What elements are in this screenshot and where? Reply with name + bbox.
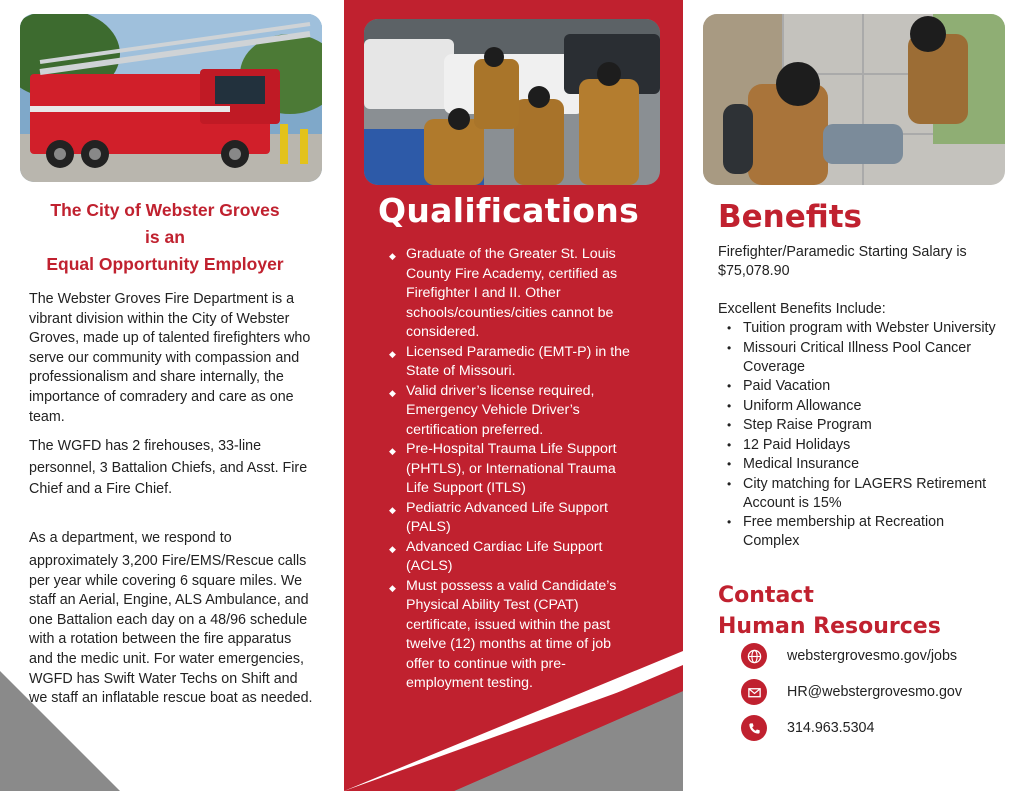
diamond-bullet-icon: ◆ bbox=[389, 387, 396, 398]
list-item: • Paid Vacation bbox=[727, 378, 831, 394]
starting-salary: Firefighter/Paramedic Starting Salary is $75,078.90 bbox=[718, 244, 967, 279]
list-item: • Tuition program with Webster University bbox=[727, 320, 996, 336]
diamond-bullet-icon: ◆ bbox=[389, 543, 396, 554]
list-item: ◆ Licensed Paramedic (EMT-P) in the State of Missouri. bbox=[389, 343, 630, 379]
phone-icon bbox=[741, 715, 767, 741]
contact-title-line-2: Human Resources bbox=[718, 614, 941, 639]
right-panel bbox=[683, 0, 1024, 791]
contact-website[interactable] bbox=[741, 643, 957, 669]
list-item: • Uniform Allowance bbox=[727, 397, 862, 414]
diamond-bullet-icon: ◆ bbox=[389, 582, 396, 593]
bullet-icon: • bbox=[727, 457, 732, 471]
qualifications-title: Qualifications bbox=[378, 191, 640, 230]
heading-line-1: The City of Webster Groves bbox=[50, 200, 280, 220]
bullet-icon: • bbox=[727, 398, 732, 413]
bullet-icon: • bbox=[727, 340, 732, 355]
operations-rest: approximately 3,200 Fire/EMS/Rescue calls per year while covering 6 square miles. We staff an Aerial, Engine, ALS Ambulance, and one Battalion each day on a 48/96 schedule with a rotation between the fire apparatus and the medic unit. For water emergencies, WGFD has Swift Water Techs on Shift and we staff an inflatable rescue boat as needed. bbox=[29, 553, 313, 707]
email-link[interactable]: HR@webstergrovesmo.gov bbox=[787, 684, 963, 700]
list-item: • 12 Paid Holidays bbox=[727, 436, 851, 453]
bullet-icon: • bbox=[727, 515, 732, 529]
diamond-bullet-icon: ◆ bbox=[389, 504, 396, 515]
heading-line-3: Equal Opportunity Employer bbox=[46, 254, 284, 274]
globe-icon bbox=[741, 643, 767, 669]
benefits-list bbox=[723, 319, 1003, 552]
bullet-icon: • bbox=[727, 379, 732, 393]
firefighter-training-photo bbox=[703, 14, 1005, 185]
list-item: • Missouri Critical Illness Pool Cancer Coverage bbox=[727, 339, 972, 375]
list-item: ◆ Valid driver’s license required, Emergency Vehicle Driver’s certification preferred. bbox=[389, 382, 595, 438]
gray-wedge-decoration bbox=[0, 651, 344, 791]
equal-opportunity-heading bbox=[20, 197, 310, 278]
middle-panel bbox=[344, 0, 683, 791]
contact-title-line-1: Contact bbox=[718, 583, 814, 608]
contact-phone[interactable] bbox=[741, 715, 874, 741]
list-item: ◆ Must possess a valid Candidate’s Physical Ability Test (CPAT) certificate, issued within the past twelve (12) months at time of job offer to continue with pre-employment testing. bbox=[389, 577, 617, 691]
department-intro-paragraph: The Webster Groves Fire Department is a vibrant division within the City of Webster Groves, made up of talented firefighters who serve our community with compassion and professionalism and share internally, the importance of comradery and care as one team. bbox=[29, 291, 311, 425]
contact-email[interactable] bbox=[741, 679, 962, 705]
list-item: ◆ Graduate of the Greater St. Louis County Fire Academy, certified as Firefighter I and II. Other schools/counties/cities cannot be considered. bbox=[389, 246, 618, 340]
list-item: • City matching for LAGERS Retirement Account is 15% bbox=[727, 475, 987, 511]
left-panel bbox=[0, 0, 344, 791]
list-item: ◆ Pediatric Advanced Life Support (PALS) bbox=[389, 499, 608, 535]
list-item: • Step Raise Program bbox=[727, 417, 872, 433]
bullet-icon: • bbox=[727, 418, 732, 432]
bullet-icon: • bbox=[727, 476, 732, 491]
fire-truck-photo bbox=[20, 14, 322, 182]
website-link[interactable]: webstergrovesmo.gov/jobs bbox=[787, 648, 958, 664]
phone-number[interactable]: 314.963.5304 bbox=[787, 720, 875, 736]
diamond-bullet-icon: ◆ bbox=[389, 251, 396, 261]
heading-line-2: is an bbox=[145, 227, 185, 247]
list-item: • Free membership at Recreation Complex bbox=[727, 514, 945, 549]
diamond-bullet-icon: ◆ bbox=[389, 348, 396, 359]
benefits-title: Benefits bbox=[718, 199, 862, 235]
contact-title bbox=[718, 580, 941, 642]
vehicle-extrication-photo bbox=[364, 19, 660, 185]
middle-wedge-decoration bbox=[344, 651, 683, 791]
diamond-bullet-icon: ◆ bbox=[389, 446, 396, 456]
firehouses-paragraph: The WGFD has 2 firehouses, 33-line personnel, 3 Battalion Chiefs, and Asst. Fire Chief and a Fire Chief. bbox=[29, 438, 308, 497]
list-item: • Medical Insurance bbox=[727, 456, 860, 472]
operations-first-line: As a department, we respond to bbox=[29, 530, 232, 546]
benefits-intro: Excellent Benefits Include: bbox=[718, 301, 886, 317]
qualifications-list bbox=[386, 245, 636, 694]
bullet-icon: • bbox=[727, 321, 732, 335]
list-item: ◆ Pre-Hospital Trauma Life Support (PHTLS), or International Trauma Life Support (ITLS) bbox=[389, 441, 617, 496]
bullet-icon: • bbox=[727, 437, 732, 452]
list-item: ◆ Advanced Cardiac Life Support (ACLS) bbox=[389, 538, 603, 574]
envelope-icon bbox=[741, 679, 767, 705]
